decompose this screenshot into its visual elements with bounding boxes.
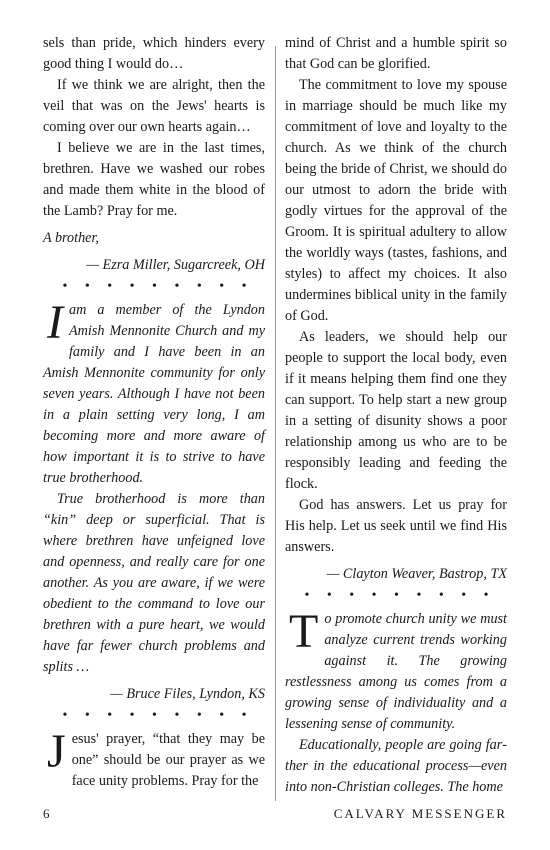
letter1-signature: — Ezra Miller, Sugarcreek, OH (86, 257, 265, 273)
letter2-paragraph-1 (43, 296, 265, 489)
letter4-paragraph-1 (285, 605, 507, 735)
letter3-continued-paragraph: mind of Christ and a humble spirit so that God can be glorified. (285, 35, 507, 72)
drop-cap: I (47, 296, 63, 349)
column-rule (275, 46, 276, 801)
letter1-closing: A brother, (43, 230, 99, 246)
letter1-continued-paragraph: sels than pride, which hinders every good thing I would do… (43, 35, 265, 72)
section-separator: • • • • • • • • • (62, 708, 254, 723)
letter2-paragraph-2: True brotherhood is more than “kin” deep or superficial. That is where brethren have unfeigned love and openness, and really care for one another. As you are aware, if we were obedient to the command to love our brethren with a pure heart, we would have far fewer church problems and splits … (43, 491, 265, 675)
letter2-text-1: am a member of the Lyndon Amish Mennonite Church and my family and I have been in an Amish Mennonite community for only seven years. Although I have not been in a plain setting very long, I am becoming more and more aware of how important it is to strive to have true brotherhood. (43, 302, 265, 486)
section-separator: • • • • • • • • • (62, 279, 254, 294)
letter3-paragraph-4: God has answers. Let us pray for His help. Let us seek until we find His answers. (285, 497, 507, 555)
page-number: 6 (43, 806, 50, 821)
running-title: CALVARY MESSENGER (333, 806, 507, 821)
letter4-text-1: o promote church unity we must analyze current trends working against it. The growing restlessness among us comes from a growing sense of individuality and a lessening sense of community. (285, 611, 507, 732)
letter2-signature: — Bruce Files, Lyndon, KS (110, 686, 265, 702)
section-separator: • • • • • • • • • (304, 588, 496, 603)
letter1-paragraph-3: I believe we are in the last times, brethren. Have we washed our robes and made them white in the blood of the Lamb? Pray for me. (43, 140, 265, 219)
letter3-paragraph-1 (43, 725, 265, 792)
letter3-signature: — Clayton Weaver, Bastrop, TX (326, 566, 507, 582)
letter1-paragraph-2: If we think we are alright, then the veil that was on the Jews' hearts is coming over our own hearts again… (43, 77, 265, 135)
letter3-paragraph-3: As leaders, we should help our people to support the local body, even if it means helping them find one they can support. To help start a new group in a setting of disunity shows a poor relationship among us who are to be responsibly leading and feeding the flock. (285, 329, 507, 492)
letter4-paragraph-2: Educationally, people are going farther in the educational process—even into non-Christian colleges. The home (285, 737, 507, 795)
letter3-paragraph-2: The commitment to love my spouse in marriage should be much like my commitment of love and loyalty to the church. As we think of the church being the bride of Christ, we should do our utmost to adorn the bride with godly virtues for the approval of the Groom. It is spiritual adultery to allow the worldly ways (tastes, fashions, and styles) to affect my choices. It also undermines biblical unity in the family of God. (285, 77, 507, 324)
drop-cap: T (289, 605, 319, 658)
letter3-text-1: esus' prayer, “that they may be one” should be our prayer as we face unity problems. Pray for the (71, 731, 265, 789)
right-column (285, 33, 507, 798)
drop-cap: J (47, 725, 66, 778)
left-column (43, 33, 265, 792)
